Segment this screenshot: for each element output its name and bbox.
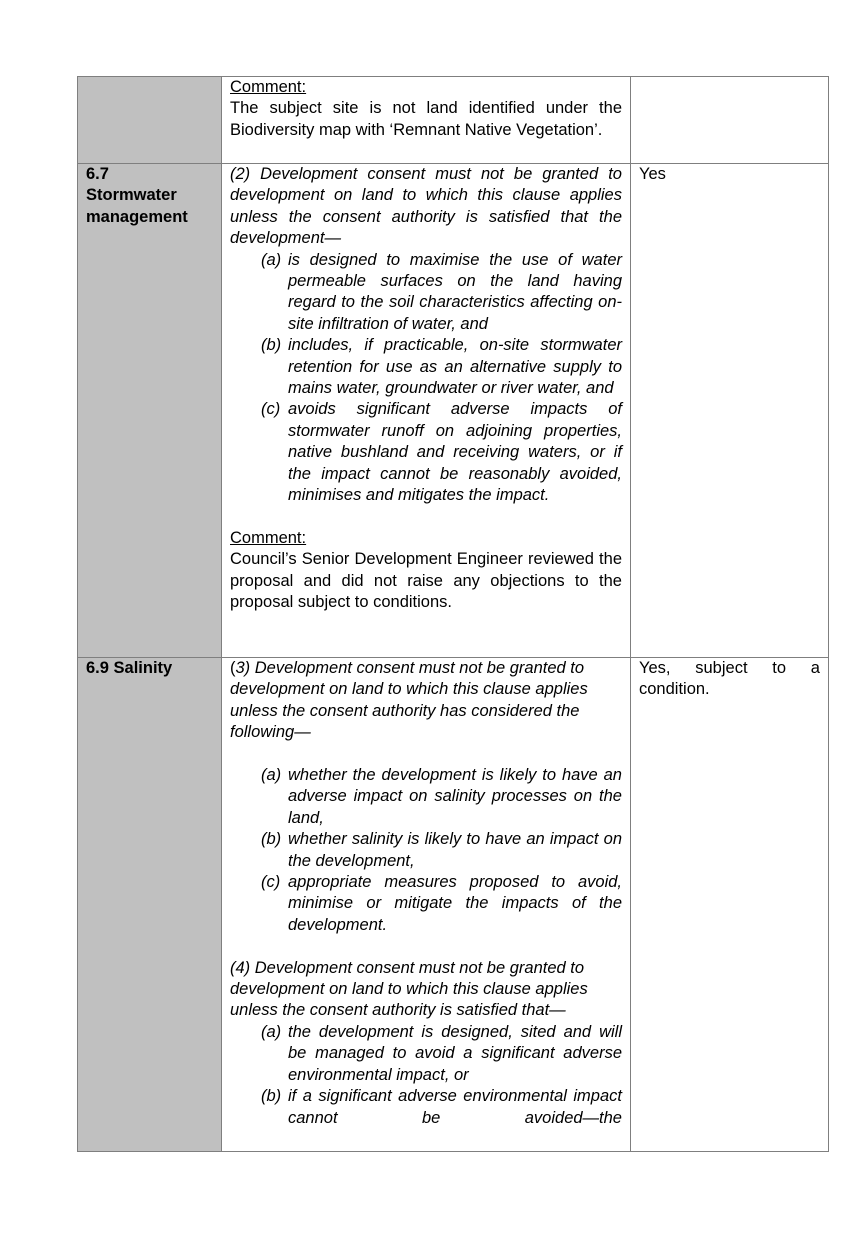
- list-item: (c) appropriate measures proposed to avoid, minimise or mitigate the impacts of the development.: [261, 873, 622, 934]
- clause-list: [230, 250, 622, 507]
- list-item: (b) if a significant adverse environmental impact cannot be avoided—the: [261, 1087, 622, 1127]
- clause-list-2: [230, 1022, 622, 1129]
- clause-intro-2: (4) Development consent must not be granted to development on land to which this clause applies unless the consent authority is satisfied that—: [230, 958, 588, 1020]
- clause-title: 6.9 Salinity: [86, 659, 173, 677]
- clause-text-cell: [222, 164, 631, 658]
- compliance-table: [77, 76, 829, 1152]
- list-item: (a) whether the development is likely to have an adverse impact on salinity processes on the land,: [261, 766, 622, 827]
- clause-title-line: management: [86, 207, 188, 226]
- compliance-cell: [631, 77, 829, 164]
- comment-text: The subject site is not land identified under the Biodiversity map with ‘Remnant Native Vegetation’.: [230, 99, 622, 139]
- table-row-salinity: [78, 658, 829, 1152]
- list-item: (a) the development is designed, sited and will be managed to avoid a significant adverse environmental impact, or: [261, 1022, 622, 1084]
- comment-label: Comment:: [230, 528, 307, 547]
- table-row-stormwater: [78, 164, 829, 658]
- clause-intro: (2) Development consent must not be granted to development on land to which this clause applies unless the consent authority is satisfied that the development—: [230, 165, 622, 248]
- clause-text-cell: [222, 658, 631, 1152]
- list-item: (b) includes, if practicable, on-site stormwater retention for use as an alternative supply to mains water, groundwater or river water, and: [261, 336, 622, 398]
- clause-text-cell: [222, 77, 631, 164]
- clause-list: [230, 765, 622, 936]
- clause-title-line: Stormwater: [86, 186, 177, 205]
- clause-heading-cell: [78, 164, 222, 658]
- list-item: (b) whether salinity is likely to have an impact on the development,: [261, 830, 622, 870]
- clause-heading-cell: [78, 658, 222, 1152]
- clause-heading-cell: [78, 77, 222, 164]
- list-item: (a) is designed to maximise the use of water permeable surfaces on the land having regard to the soil characteristics affecting on-site infiltration of water, and: [261, 250, 622, 333]
- comment-text: Council’s Senior Development Engineer reviewed the proposal and did not raise any objections to the proposal subject to conditions.: [230, 550, 622, 612]
- comment-label: Comment:: [230, 78, 307, 96]
- clause-intro: (3) Development consent must not be granted to development on land to which this clause applies unless the consent authority has considered the following—: [230, 659, 588, 742]
- compliance-cell: Yes, subject to a condition.: [631, 658, 829, 1152]
- list-item: (c) avoids significant adverse impacts of stormwater runoff on adjoining properties, native bushland and receiving waters, or if the impact cannot be reasonably avoided, minimises and mitigates the impact.: [261, 400, 622, 505]
- compliance-cell: Yes: [631, 164, 829, 658]
- clause-number: 6.7: [86, 165, 109, 183]
- table-row-biodiversity-comment: [78, 77, 829, 164]
